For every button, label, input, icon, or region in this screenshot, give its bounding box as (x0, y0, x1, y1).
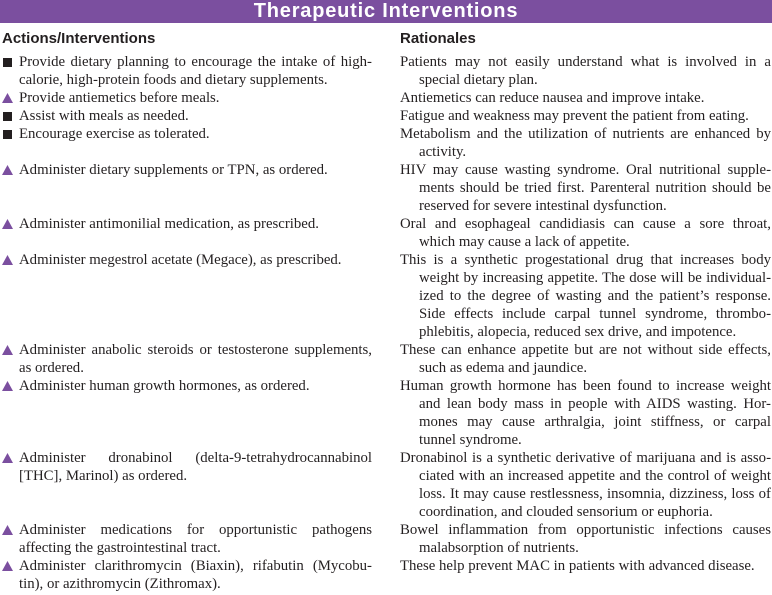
rationale-text-line: weight by increasing appetite. The dose will be individual- (419, 270, 771, 286)
rationale-text-line: malabsorption of nutrients. (419, 540, 579, 556)
rationale-text-line: mones may cause arthralgia, joint stiffness, or carpal (419, 414, 771, 430)
action-text-line: as ordered. (19, 360, 84, 376)
intervention-row (0, 215, 772, 251)
action-text-line: Administer antimonilial medication, as prescribed. (19, 216, 319, 232)
rationale-text-line: which may cause a lack of appetite. (419, 234, 630, 250)
rationale-text-line: ciated with an increased appetite and the control of weight (419, 468, 771, 484)
rationale-text-line: phlebitis, alopecia, reduced sex drive, and impotence. (419, 324, 737, 340)
rationale-cell (400, 449, 771, 521)
rationale-cell (400, 125, 771, 161)
rationale-cell (400, 215, 771, 251)
action-text-line: Administer anabolic steroids or testosterone supplements, (19, 342, 372, 358)
rationale-text-line: tunnel syndrome. (419, 432, 522, 448)
intervention-row (0, 251, 772, 341)
action-text-line: Administer dietary supplements or TPN, as ordered. (19, 162, 328, 178)
action-cell (19, 377, 372, 395)
rationale-text-line: Human growth hormone has been found to increase weight (400, 378, 771, 394)
rationale-text-line: Metabolism and the utilization of nutrients are enhanced by (400, 126, 771, 142)
action-cell (19, 53, 372, 89)
intervention-row (0, 341, 772, 377)
intervention-row (0, 53, 772, 89)
triangle-bullet-icon (2, 381, 13, 391)
page-title: Therapeutic Interventions (253, 0, 519, 22)
square-bullet-icon (3, 58, 12, 67)
action-cell (19, 161, 372, 179)
rationale-text-line: and lean body mass in people with AIDS wasting. Hor- (419, 396, 771, 412)
action-cell (19, 107, 372, 125)
intervention-row (0, 161, 772, 215)
action-cell (19, 89, 372, 107)
action-cell (19, 251, 372, 269)
rationale-text-line: Fatigue and weakness may prevent the patient from eating. (400, 108, 749, 124)
rationale-text-line: Dronabinol is a synthetic derivative of marijuana and is asso- (400, 450, 771, 466)
action-text-line: Administer clarithromycin (Biaxin), rifabutin (Mycobu- (19, 558, 372, 574)
title-bar (0, 0, 772, 23)
interventions-table (0, 53, 772, 593)
rationale-text-line: ments should be tried first. Parenteral nutrition should be (419, 180, 771, 196)
rationale-text-line: Antiemetics can reduce nausea and improve intake. (400, 90, 705, 106)
action-cell (19, 521, 372, 557)
action-text-line: Encourage exercise as tolerated. (19, 126, 210, 142)
column-header-actions: Actions/Interventions (2, 30, 156, 47)
rationale-cell (400, 557, 771, 575)
triangle-bullet-icon (2, 219, 13, 229)
triangle-bullet-icon (2, 561, 13, 571)
rationale-cell (400, 521, 771, 557)
intervention-row (0, 89, 772, 107)
intervention-row (0, 125, 772, 161)
rationale-text-line: Patients may not easily understand what is involved in a (400, 54, 771, 70)
square-bullet-icon (3, 130, 12, 139)
rationale-text-line: Bowel inflammation from opportunistic infections causes (400, 522, 771, 538)
rationale-cell (400, 107, 771, 125)
action-text-line: Administer dronabinol (delta-9-tetrahydrocannabinol (19, 450, 372, 466)
rationale-cell (400, 89, 771, 107)
triangle-bullet-icon (2, 525, 13, 535)
action-text-line: Administer human growth hormones, as ordered. (19, 378, 310, 394)
intervention-row (0, 107, 772, 125)
triangle-bullet-icon (2, 165, 13, 175)
action-text-line: tin), or azithromycin (Zithromax). (19, 576, 221, 592)
rationale-text-line: Oral and esophageal candidiasis can cause a sore throat, (400, 216, 771, 232)
triangle-bullet-icon (2, 453, 13, 463)
intervention-row (0, 521, 772, 557)
rationale-text-line: ized to the degree of wasting and the patient’s response. (419, 288, 771, 304)
rationale-text-line: loss. It may cause restlessness, insomnia, dizziness, loss of (419, 486, 771, 502)
rationale-text-line: such as edema and jaundice. (419, 360, 588, 376)
column-header-rationales: Rationales (400, 30, 476, 47)
action-text-line: Administer medications for opportunistic pathogens (19, 522, 372, 538)
action-text-line: calorie, high-protein foods and dietary supplements. (19, 72, 328, 88)
action-cell (19, 215, 372, 233)
action-text-line: Assist with meals as needed. (19, 108, 189, 124)
action-cell (19, 557, 372, 593)
rationale-text-line: activity. (419, 144, 467, 160)
rationale-cell (400, 377, 771, 449)
rationale-cell (400, 251, 771, 341)
rationale-text-line: These can enhance appetite but are not without side effects, (400, 342, 771, 358)
triangle-bullet-icon (2, 345, 13, 355)
action-text-line: affecting the gastrointestinal tract. (19, 540, 221, 556)
triangle-bullet-icon (2, 93, 13, 103)
square-bullet-icon (3, 112, 12, 121)
action-text-line: Provide dietary planning to encourage the intake of high- (19, 54, 372, 70)
action-cell (19, 341, 372, 377)
rationale-text-line: special dietary plan. (419, 72, 538, 88)
rationale-text-line: HIV may cause wasting syndrome. Oral nutritional supple- (400, 162, 771, 178)
action-text-line: Administer megestrol acetate (Megace), as prescribed. (19, 252, 342, 268)
rationale-text-line: Side effects include carpal tunnel syndrome, thrombo- (419, 306, 771, 322)
rationale-cell (400, 53, 771, 89)
rationale-text-line: reserved for severe intestinal dysfunction. (419, 198, 667, 214)
action-text-line: Provide antiemetics before meals. (19, 90, 220, 106)
triangle-bullet-icon (2, 255, 13, 265)
intervention-row (0, 449, 772, 521)
action-text-line: [THC], Marinol) as ordered. (19, 468, 188, 484)
action-cell (19, 125, 372, 143)
intervention-row (0, 377, 772, 449)
rationale-cell (400, 161, 771, 215)
action-cell (19, 449, 372, 485)
rationale-text-line: This is a synthetic progestational drug that increases body (400, 252, 771, 268)
rationale-text-line: coordination, and clouded sensorium or euphoria. (419, 504, 713, 520)
rationale-cell (400, 341, 771, 377)
intervention-row (0, 557, 772, 593)
rationale-text-line: These help prevent MAC in patients with advanced disease. (400, 558, 755, 574)
